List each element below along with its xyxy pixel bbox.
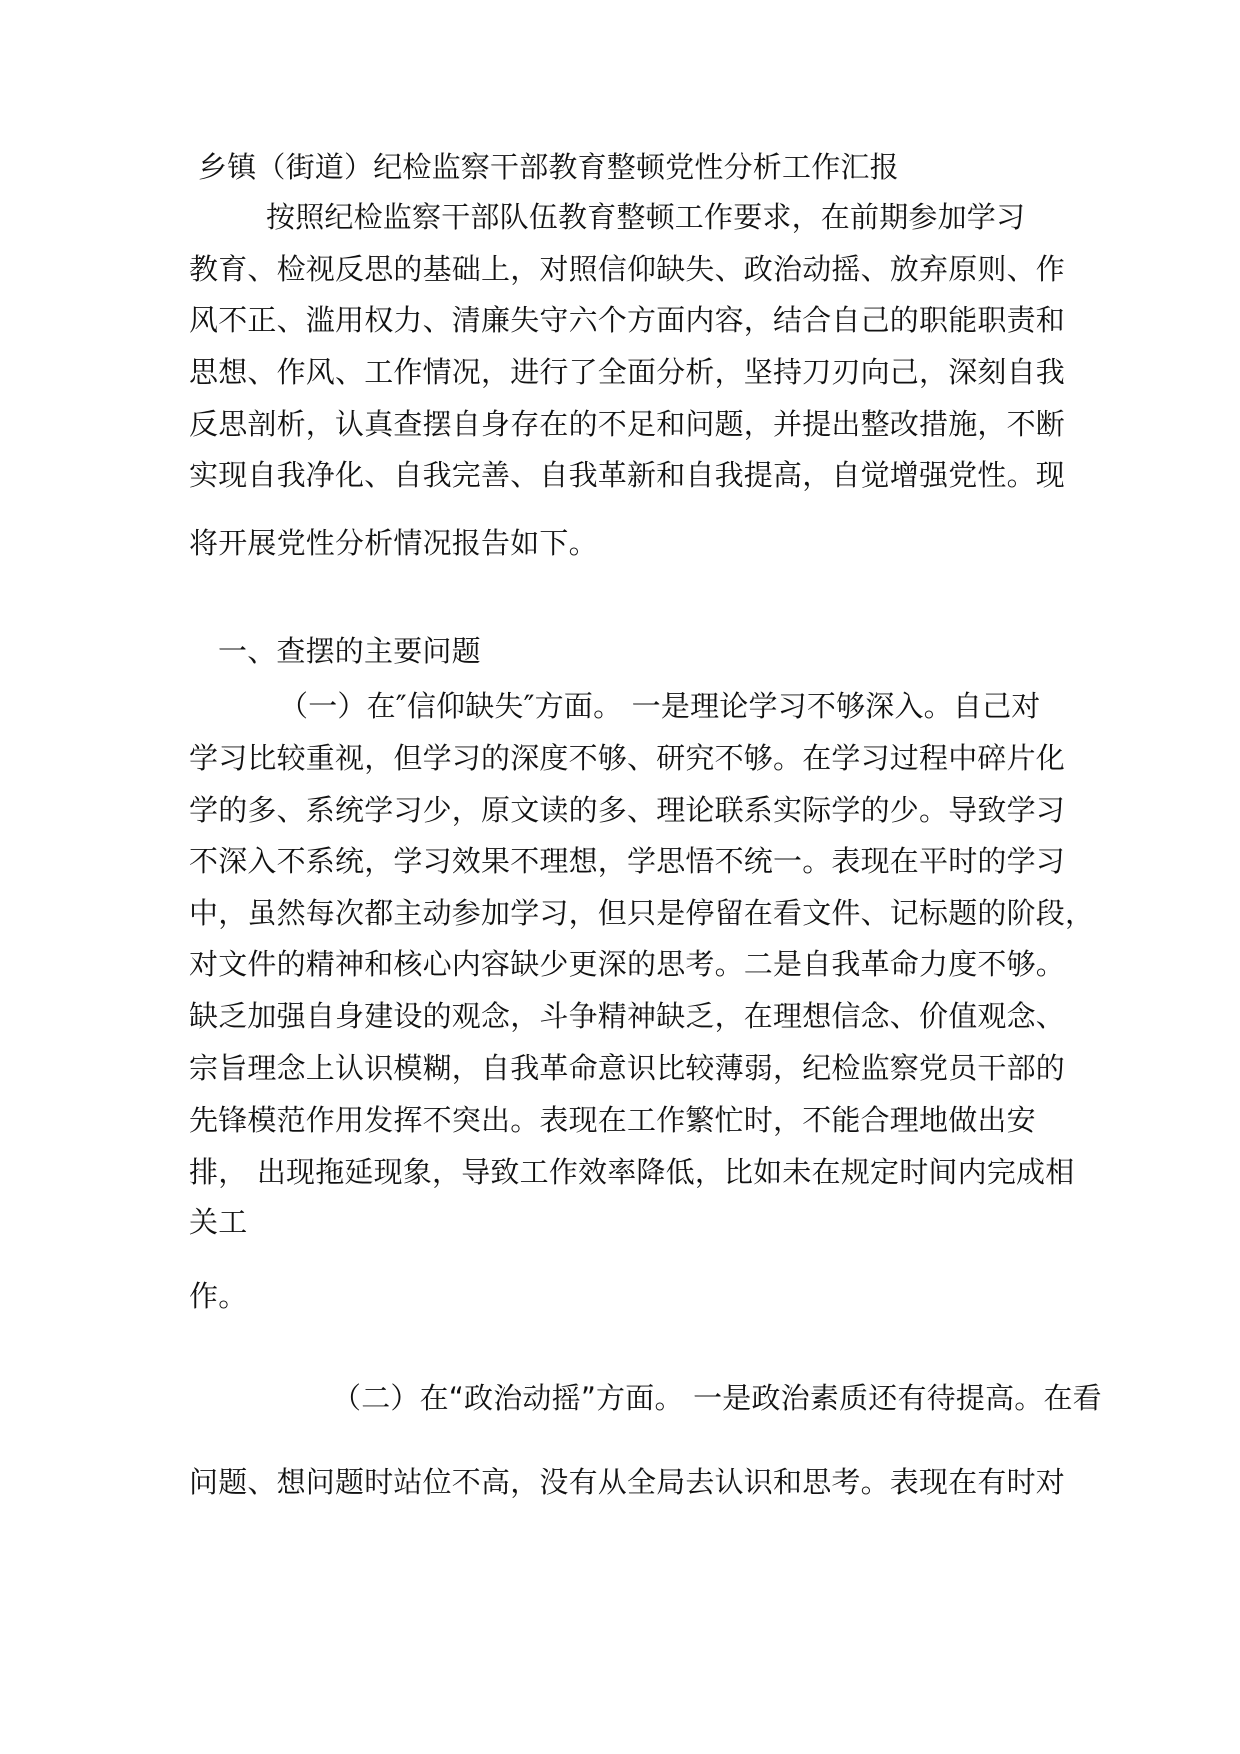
sub1-line-1: （一）在″信仰缺失″方面。 一是理论学习不够深入。自己对: [279, 689, 1041, 723]
sub1-line-5: 中，虽然每次都主动参加学习，但只是停留在看文件、记标题的阶段，: [189, 896, 1095, 930]
intro-line-3: 风不正、滥用权力、清廉失守六个方面内容，结合自己的职能职责和: [189, 303, 1066, 337]
sub1-line-8: 宗旨理念上认识模糊，自我革命意识比较薄弱，纪检监察党员干部的: [189, 1051, 1066, 1085]
sub1-line-11: 关工: [189, 1205, 248, 1239]
sub1-line-7: 缺乏加强自身建设的观念，斗争精神缺乏，在理想信念、价值观念、: [189, 999, 1066, 1033]
sub1-line-10: 排， 出现拖延现象，导致工作效率降低，比如未在规定时间内完成相: [189, 1155, 1075, 1189]
sub2-line-2: 问题、想问题时站位不高，没有从全局去认识和思考。表现在有时对: [189, 1465, 1066, 1499]
intro-line-2: 教育、检视反思的基础上，对照信仰缺失、政治动摇、放弃原则、作: [189, 252, 1066, 286]
sub2-line-1: （二）在“政治动摇”方面。 一是政治素质还有待提高。在看: [332, 1381, 1102, 1415]
sub1-line-12: 作。: [189, 1279, 248, 1313]
intro-line-7: 将开展党性分析情况报告如下。: [189, 526, 598, 560]
sub1-line-6: 对文件的精神和核心内容缺少更深的思考。二是自我革命力度不够。: [189, 947, 1066, 981]
sub1-line-4: 不深入不系统，学习效果不理想，学思悟不统一。表现在平时的学习: [189, 844, 1066, 878]
intro-line-4: 思想、作风、工作情况，进行了全面分析，坚持刀刃向己，深刻自我: [189, 355, 1066, 389]
section-heading: 一、查摆的主要问题: [218, 634, 481, 668]
intro-line-5: 反思剖析，认真查摆自身存在的不足和问题，并提出整改措施，不断: [189, 407, 1066, 441]
sub1-line-2: 学习比较重视，但学习的深度不够、研究不够。在学习过程中碎片化: [189, 741, 1066, 775]
sub1-line-3: 学的多、系统学习少，原文读的多、理论联系实际学的少。导致学习: [189, 793, 1066, 827]
intro-line-6: 实现自我净化、自我完善、自我革新和自我提高，自觉增强党性。现: [189, 458, 1066, 492]
sub1-line-9: 先锋模范作用发挥不突出。表现在工作繁忙时，不能合理地做出安: [189, 1103, 1036, 1137]
document-title: 乡镇（街道）纪检监察干部教育整顿党性分析工作汇报: [198, 150, 899, 184]
intro-line-1: 按照纪检监察干部队伍教育整顿工作要求，在前期参加学习: [266, 200, 1026, 234]
